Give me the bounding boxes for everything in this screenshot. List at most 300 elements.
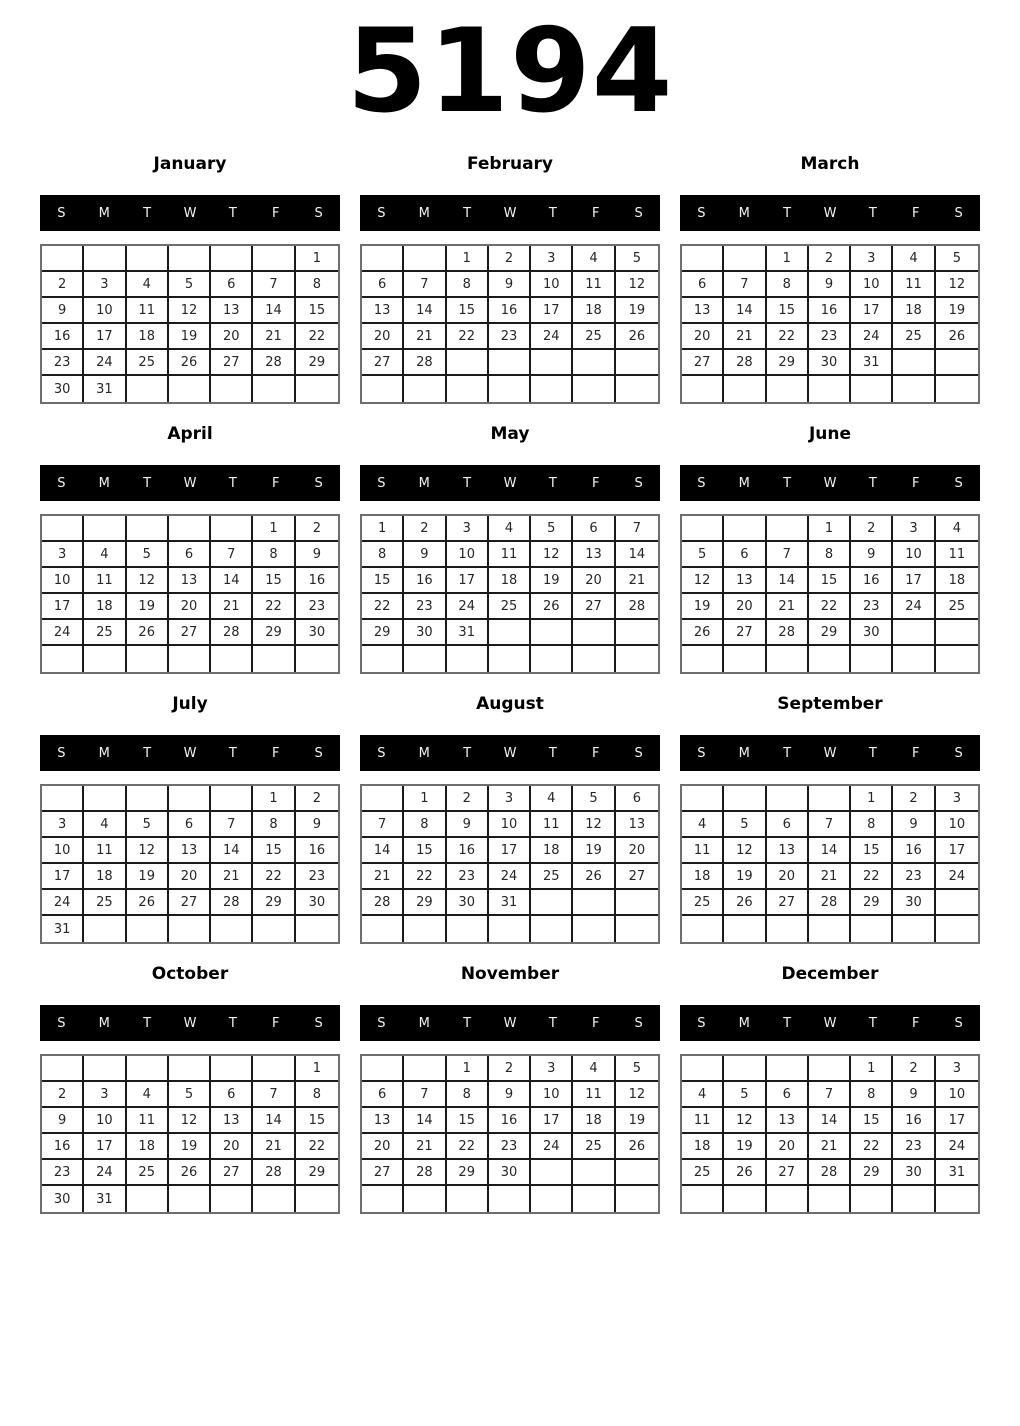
date-cell: 9 bbox=[447, 812, 489, 838]
date-cell: 24 bbox=[531, 1134, 573, 1160]
year-title: 5194 bbox=[346, 4, 674, 139]
date-cell: 8 bbox=[253, 542, 295, 568]
empty-date-cell bbox=[404, 916, 446, 942]
date-cell: 14 bbox=[809, 838, 851, 864]
month-block bbox=[680, 694, 980, 944]
date-cell: 24 bbox=[851, 324, 893, 350]
date-cell: 14 bbox=[724, 298, 766, 324]
empty-date-cell bbox=[169, 1056, 211, 1082]
weekday-letter: F bbox=[911, 475, 920, 491]
date-cell: 16 bbox=[489, 1108, 531, 1134]
date-cell: 27 bbox=[682, 350, 724, 376]
date-cell: 30 bbox=[893, 890, 935, 916]
date-cell: 18 bbox=[682, 864, 724, 890]
date-cell: 19 bbox=[724, 1134, 766, 1160]
date-cell: 29 bbox=[809, 620, 851, 646]
weekday-letter: F bbox=[591, 475, 600, 491]
date-cell: 2 bbox=[893, 786, 935, 812]
date-cell: 31 bbox=[851, 350, 893, 376]
date-cell: 5 bbox=[169, 1082, 211, 1108]
weekday-letter: S bbox=[377, 475, 386, 491]
month-block bbox=[40, 424, 340, 674]
weekday-letter: T bbox=[228, 1015, 237, 1031]
date-cell: 23 bbox=[809, 324, 851, 350]
date-cell: 31 bbox=[936, 1160, 978, 1186]
date-cell: 30 bbox=[489, 1160, 531, 1186]
date-cell: 15 bbox=[404, 838, 446, 864]
date-cell: 15 bbox=[253, 568, 295, 594]
weekday-letter: S bbox=[634, 205, 643, 221]
empty-date-cell bbox=[169, 646, 211, 672]
empty-date-cell bbox=[169, 1186, 211, 1212]
date-cell: 22 bbox=[447, 324, 489, 350]
date-cell: 23 bbox=[893, 864, 935, 890]
date-cell: 5 bbox=[616, 1056, 658, 1082]
month-title: October bbox=[151, 964, 229, 984]
date-cell: 28 bbox=[211, 620, 253, 646]
date-cell: 23 bbox=[42, 350, 84, 376]
empty-date-cell bbox=[573, 1160, 615, 1186]
date-cell: 30 bbox=[42, 376, 84, 402]
date-cell: 16 bbox=[893, 838, 935, 864]
date-cell: 30 bbox=[296, 620, 338, 646]
date-cell: 7 bbox=[211, 542, 253, 568]
weekday-header bbox=[680, 1005, 980, 1041]
date-cell: 19 bbox=[936, 298, 978, 324]
empty-date-cell bbox=[724, 786, 766, 812]
date-cell: 10 bbox=[893, 542, 935, 568]
weekday-letter: T bbox=[783, 1015, 792, 1031]
weekday-letter: T bbox=[463, 475, 472, 491]
date-cell: 30 bbox=[404, 620, 446, 646]
date-cell: 19 bbox=[682, 594, 724, 620]
date-cell: 9 bbox=[489, 272, 531, 298]
date-cell: 9 bbox=[404, 542, 446, 568]
date-cell: 18 bbox=[127, 1134, 169, 1160]
empty-date-cell bbox=[893, 646, 935, 672]
date-cell: 30 bbox=[447, 890, 489, 916]
date-cell: 16 bbox=[809, 298, 851, 324]
date-cell: 11 bbox=[573, 272, 615, 298]
date-cell: 14 bbox=[253, 298, 295, 324]
weekday-letter: W bbox=[503, 1015, 517, 1031]
date-cell: 9 bbox=[893, 812, 935, 838]
date-cell: 2 bbox=[296, 516, 338, 542]
empty-date-cell bbox=[851, 1186, 893, 1212]
dates-grid bbox=[680, 784, 980, 944]
month-block bbox=[40, 694, 340, 944]
date-cell: 25 bbox=[936, 594, 978, 620]
date-cell: 11 bbox=[127, 298, 169, 324]
date-cell: 16 bbox=[42, 1134, 84, 1160]
month-title: May bbox=[490, 424, 530, 444]
date-cell: 12 bbox=[169, 298, 211, 324]
date-cell: 14 bbox=[211, 568, 253, 594]
weekday-letter: S bbox=[57, 1015, 66, 1031]
date-cell: 18 bbox=[84, 864, 126, 890]
empty-date-cell bbox=[296, 916, 338, 942]
date-cell: 2 bbox=[42, 272, 84, 298]
weekday-header bbox=[680, 195, 980, 231]
date-cell: 15 bbox=[362, 568, 404, 594]
date-cell: 1 bbox=[296, 246, 338, 272]
month-block bbox=[680, 424, 980, 674]
date-cell: 5 bbox=[616, 246, 658, 272]
date-cell: 1 bbox=[362, 516, 404, 542]
date-cell: 25 bbox=[84, 890, 126, 916]
month-title: January bbox=[153, 154, 227, 174]
date-cell: 19 bbox=[127, 594, 169, 620]
empty-date-cell bbox=[404, 246, 446, 272]
weekday-letter: S bbox=[954, 745, 963, 761]
empty-date-cell bbox=[489, 646, 531, 672]
empty-date-cell bbox=[253, 1186, 295, 1212]
empty-date-cell bbox=[851, 376, 893, 402]
date-cell: 9 bbox=[296, 812, 338, 838]
empty-date-cell bbox=[682, 916, 724, 942]
weekday-letter: T bbox=[868, 475, 877, 491]
date-cell: 8 bbox=[253, 812, 295, 838]
date-cell: 23 bbox=[296, 594, 338, 620]
date-cell: 8 bbox=[296, 1082, 338, 1108]
date-cell: 1 bbox=[296, 1056, 338, 1082]
date-cell: 18 bbox=[893, 298, 935, 324]
date-cell: 27 bbox=[362, 1160, 404, 1186]
date-cell: 12 bbox=[936, 272, 978, 298]
date-cell: 25 bbox=[127, 350, 169, 376]
date-cell: 28 bbox=[616, 594, 658, 620]
date-cell: 10 bbox=[84, 1108, 126, 1134]
date-cell: 29 bbox=[767, 350, 809, 376]
date-cell: 25 bbox=[573, 1134, 615, 1160]
date-cell: 26 bbox=[531, 594, 573, 620]
date-cell: 10 bbox=[936, 1082, 978, 1108]
date-cell: 25 bbox=[127, 1160, 169, 1186]
empty-date-cell bbox=[127, 376, 169, 402]
date-cell: 13 bbox=[616, 812, 658, 838]
empty-date-cell bbox=[682, 646, 724, 672]
weekday-letter: S bbox=[57, 745, 66, 761]
date-cell: 10 bbox=[84, 298, 126, 324]
date-cell: 18 bbox=[127, 324, 169, 350]
date-cell: 21 bbox=[253, 324, 295, 350]
date-cell: 18 bbox=[682, 1134, 724, 1160]
date-cell: 21 bbox=[362, 864, 404, 890]
empty-date-cell bbox=[809, 786, 851, 812]
date-cell: 27 bbox=[362, 350, 404, 376]
date-cell: 3 bbox=[893, 516, 935, 542]
empty-date-cell bbox=[404, 376, 446, 402]
date-cell: 6 bbox=[211, 272, 253, 298]
empty-date-cell bbox=[767, 1186, 809, 1212]
month-block bbox=[360, 424, 660, 674]
date-cell: 6 bbox=[211, 1082, 253, 1108]
dates-grid bbox=[360, 1054, 660, 1214]
date-cell: 11 bbox=[682, 838, 724, 864]
empty-date-cell bbox=[616, 1186, 658, 1212]
date-cell: 5 bbox=[724, 812, 766, 838]
empty-date-cell bbox=[809, 1056, 851, 1082]
weekday-letter: S bbox=[57, 205, 66, 221]
empty-date-cell bbox=[447, 1186, 489, 1212]
date-cell: 4 bbox=[489, 516, 531, 542]
date-cell: 3 bbox=[84, 1082, 126, 1108]
date-cell: 11 bbox=[84, 568, 126, 594]
empty-date-cell bbox=[616, 620, 658, 646]
dates-grid bbox=[360, 514, 660, 674]
weekday-letter: W bbox=[823, 475, 837, 491]
month-title: April bbox=[167, 424, 213, 444]
empty-date-cell bbox=[809, 916, 851, 942]
empty-date-cell bbox=[169, 786, 211, 812]
date-cell: 24 bbox=[893, 594, 935, 620]
empty-date-cell bbox=[531, 1186, 573, 1212]
weekday-letter: T bbox=[228, 205, 237, 221]
month-title: August bbox=[476, 694, 544, 714]
date-cell: 28 bbox=[211, 890, 253, 916]
date-cell: 8 bbox=[447, 272, 489, 298]
weekday-letter: F bbox=[271, 1015, 280, 1031]
date-cell: 10 bbox=[851, 272, 893, 298]
date-cell: 13 bbox=[682, 298, 724, 324]
empty-date-cell bbox=[447, 376, 489, 402]
date-cell: 20 bbox=[362, 324, 404, 350]
date-cell: 26 bbox=[616, 324, 658, 350]
date-cell: 22 bbox=[253, 864, 295, 890]
empty-date-cell bbox=[489, 916, 531, 942]
date-cell: 9 bbox=[809, 272, 851, 298]
empty-date-cell bbox=[211, 246, 253, 272]
date-cell: 16 bbox=[893, 1108, 935, 1134]
date-cell: 11 bbox=[531, 812, 573, 838]
date-cell: 18 bbox=[531, 838, 573, 864]
date-cell: 19 bbox=[127, 864, 169, 890]
date-cell: 18 bbox=[84, 594, 126, 620]
date-cell: 15 bbox=[851, 838, 893, 864]
weekday-letter: T bbox=[548, 475, 557, 491]
empty-date-cell bbox=[616, 376, 658, 402]
weekday-header bbox=[680, 465, 980, 501]
date-cell: 6 bbox=[616, 786, 658, 812]
date-cell: 1 bbox=[253, 516, 295, 542]
date-cell: 12 bbox=[724, 838, 766, 864]
date-cell: 25 bbox=[682, 890, 724, 916]
date-cell: 13 bbox=[169, 568, 211, 594]
date-cell: 30 bbox=[851, 620, 893, 646]
empty-date-cell bbox=[296, 376, 338, 402]
date-cell: 27 bbox=[767, 1160, 809, 1186]
date-cell: 23 bbox=[489, 1134, 531, 1160]
empty-date-cell bbox=[127, 786, 169, 812]
date-cell: 8 bbox=[362, 542, 404, 568]
date-cell: 9 bbox=[489, 1082, 531, 1108]
empty-date-cell bbox=[362, 1186, 404, 1212]
date-cell: 26 bbox=[127, 890, 169, 916]
weekday-header bbox=[360, 1005, 660, 1041]
date-cell: 30 bbox=[809, 350, 851, 376]
date-cell: 2 bbox=[809, 246, 851, 272]
date-cell: 11 bbox=[489, 542, 531, 568]
date-cell: 15 bbox=[296, 298, 338, 324]
date-cell: 17 bbox=[936, 1108, 978, 1134]
date-cell: 29 bbox=[296, 350, 338, 376]
date-cell: 11 bbox=[893, 272, 935, 298]
empty-date-cell bbox=[767, 376, 809, 402]
empty-date-cell bbox=[84, 916, 126, 942]
date-cell: 15 bbox=[296, 1108, 338, 1134]
empty-date-cell bbox=[127, 646, 169, 672]
date-cell: 4 bbox=[127, 272, 169, 298]
date-cell: 4 bbox=[84, 542, 126, 568]
date-cell: 4 bbox=[127, 1082, 169, 1108]
date-cell: 7 bbox=[809, 812, 851, 838]
date-cell: 29 bbox=[851, 1160, 893, 1186]
weekday-letter: M bbox=[418, 745, 430, 761]
empty-date-cell bbox=[616, 890, 658, 916]
empty-date-cell bbox=[724, 916, 766, 942]
empty-date-cell bbox=[489, 376, 531, 402]
date-cell: 20 bbox=[767, 864, 809, 890]
date-cell: 7 bbox=[616, 516, 658, 542]
date-cell: 20 bbox=[767, 1134, 809, 1160]
weekday-letter: S bbox=[697, 475, 706, 491]
month-title: June bbox=[808, 424, 852, 444]
empty-date-cell bbox=[531, 890, 573, 916]
date-cell: 23 bbox=[893, 1134, 935, 1160]
weekday-letter: S bbox=[57, 475, 66, 491]
weekday-letter: W bbox=[823, 745, 837, 761]
date-cell: 6 bbox=[767, 812, 809, 838]
weekday-letter: T bbox=[868, 1015, 877, 1031]
empty-date-cell bbox=[809, 646, 851, 672]
date-cell: 3 bbox=[84, 272, 126, 298]
date-cell: 3 bbox=[936, 1056, 978, 1082]
date-cell: 23 bbox=[447, 864, 489, 890]
date-cell: 28 bbox=[809, 1160, 851, 1186]
dates-grid bbox=[360, 784, 660, 944]
date-cell: 26 bbox=[169, 1160, 211, 1186]
empty-date-cell bbox=[724, 246, 766, 272]
date-cell: 29 bbox=[253, 620, 295, 646]
date-cell: 7 bbox=[362, 812, 404, 838]
date-cell: 11 bbox=[682, 1108, 724, 1134]
date-cell: 12 bbox=[127, 838, 169, 864]
date-cell: 2 bbox=[851, 516, 893, 542]
date-cell: 6 bbox=[169, 542, 211, 568]
date-cell: 15 bbox=[767, 298, 809, 324]
weekday-letter: S bbox=[697, 205, 706, 221]
empty-date-cell bbox=[253, 1056, 295, 1082]
month-block bbox=[680, 964, 980, 1214]
empty-date-cell bbox=[169, 916, 211, 942]
empty-date-cell bbox=[84, 516, 126, 542]
date-cell: 7 bbox=[767, 542, 809, 568]
weekday-header bbox=[40, 735, 340, 771]
empty-date-cell bbox=[573, 1186, 615, 1212]
date-cell: 29 bbox=[296, 1160, 338, 1186]
empty-date-cell bbox=[211, 1056, 253, 1082]
date-cell: 25 bbox=[893, 324, 935, 350]
empty-date-cell bbox=[84, 786, 126, 812]
weekday-letter: M bbox=[98, 475, 110, 491]
date-cell: 20 bbox=[616, 838, 658, 864]
date-cell: 16 bbox=[489, 298, 531, 324]
date-cell: 4 bbox=[682, 1082, 724, 1108]
empty-date-cell bbox=[42, 786, 84, 812]
empty-date-cell bbox=[84, 1056, 126, 1082]
empty-date-cell bbox=[489, 1186, 531, 1212]
empty-date-cell bbox=[682, 1186, 724, 1212]
weekday-header bbox=[360, 735, 660, 771]
empty-date-cell bbox=[682, 786, 724, 812]
date-cell: 25 bbox=[84, 620, 126, 646]
date-cell: 20 bbox=[169, 594, 211, 620]
empty-date-cell bbox=[253, 376, 295, 402]
empty-date-cell bbox=[127, 246, 169, 272]
date-cell: 14 bbox=[616, 542, 658, 568]
empty-date-cell bbox=[489, 350, 531, 376]
empty-date-cell bbox=[489, 620, 531, 646]
empty-date-cell bbox=[447, 646, 489, 672]
date-cell: 24 bbox=[936, 1134, 978, 1160]
date-cell: 24 bbox=[936, 864, 978, 890]
weekday-letter: S bbox=[314, 205, 323, 221]
date-cell: 22 bbox=[296, 324, 338, 350]
date-cell: 5 bbox=[127, 542, 169, 568]
dates-grid bbox=[40, 1054, 340, 1214]
date-cell: 16 bbox=[851, 568, 893, 594]
date-cell: 18 bbox=[573, 298, 615, 324]
date-cell: 10 bbox=[447, 542, 489, 568]
empty-date-cell bbox=[253, 646, 295, 672]
empty-date-cell bbox=[362, 646, 404, 672]
date-cell: 12 bbox=[169, 1108, 211, 1134]
empty-date-cell bbox=[724, 1056, 766, 1082]
date-cell: 29 bbox=[253, 890, 295, 916]
weekday-letter: T bbox=[463, 745, 472, 761]
date-cell: 21 bbox=[724, 324, 766, 350]
weekday-letter: S bbox=[954, 205, 963, 221]
date-cell: 12 bbox=[573, 812, 615, 838]
weekday-letter: S bbox=[697, 745, 706, 761]
empty-date-cell bbox=[211, 786, 253, 812]
month-title: December bbox=[781, 964, 879, 984]
date-cell: 8 bbox=[809, 542, 851, 568]
month-block bbox=[40, 964, 340, 1214]
date-cell: 27 bbox=[724, 620, 766, 646]
empty-date-cell bbox=[253, 246, 295, 272]
date-cell: 22 bbox=[404, 864, 446, 890]
date-cell: 31 bbox=[42, 916, 84, 942]
empty-date-cell bbox=[42, 516, 84, 542]
empty-date-cell bbox=[362, 1056, 404, 1082]
month-title: February bbox=[466, 154, 554, 174]
date-cell: 3 bbox=[489, 786, 531, 812]
date-cell: 11 bbox=[84, 838, 126, 864]
date-cell: 26 bbox=[573, 864, 615, 890]
empty-date-cell bbox=[84, 646, 126, 672]
date-cell: 14 bbox=[767, 568, 809, 594]
date-cell: 21 bbox=[211, 864, 253, 890]
empty-date-cell bbox=[211, 1186, 253, 1212]
empty-date-cell bbox=[211, 916, 253, 942]
date-cell: 2 bbox=[489, 1056, 531, 1082]
date-cell: 31 bbox=[84, 376, 126, 402]
date-cell: 1 bbox=[851, 786, 893, 812]
date-cell: 24 bbox=[489, 864, 531, 890]
date-cell: 3 bbox=[851, 246, 893, 272]
empty-date-cell bbox=[682, 246, 724, 272]
